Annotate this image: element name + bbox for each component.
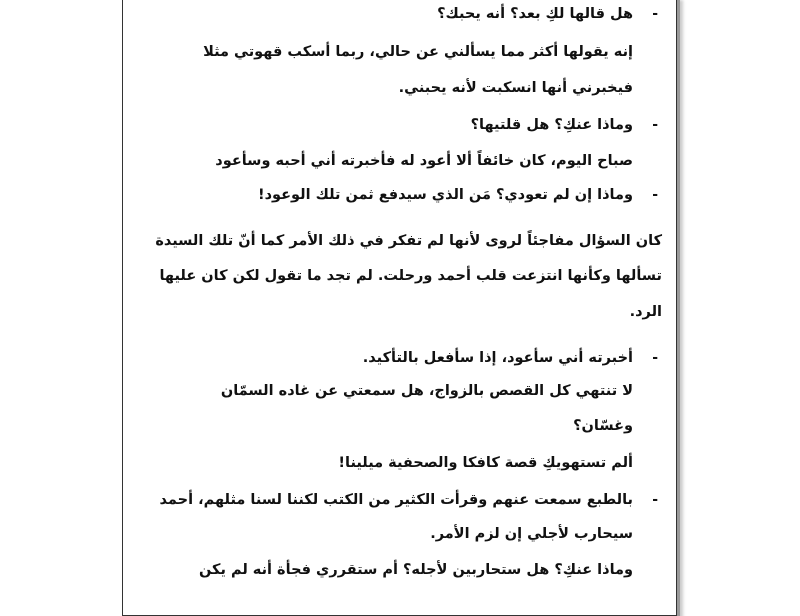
list-dash: - [652,492,658,508]
list-dash: - [652,350,658,366]
narration-line: كان السؤال مفاجئاً لروى لأنها لم تفكر في ذلك الأمر كما أنّ تلك السيدة [155,233,662,249]
dialogue-line: أخبرته أني سأعود، إذا سأفعل بالتأكيد. [362,350,633,366]
dialogue-line: لا تنتهي كل القصص بالزواج، هل سمعتي عن غاده السمّان [220,383,633,399]
dialogue-line: ألم تستهويكِ قصة كافكا والصحفية ميلينا! [338,455,633,471]
dialogue-line: وماذا إن لم تعودي؟ مَن الذي سيدفع ثمن تلك الوعود! [258,187,633,203]
narration-line: تسألها وكأنها انتزعت قلب أحمد ورحلت. لم تجد ما تقول لكن كان عليها [159,268,662,284]
list-dash: - [652,117,658,133]
narration-line: الرد. [629,304,662,320]
dialogue-line: سيحارب لأجلي إن لزم الأمر. [430,526,633,542]
dialogue-line: وماذا عنكِ؟ هل قلتيها؟ [470,117,633,133]
dialogue-line: هل قالها لكِ بعد؟ أنه يحبك؟ [437,6,633,22]
list-dash: - [652,6,658,22]
dialogue-line: إنه يقولها أكثر مما يسألني عن حالي، ربما أسكب قهوتي مثلا [203,44,633,60]
dialogue-line: وماذا عنكِ؟ هل ستحاربين لأجله؟ أم ستقرري فجأة أنه لم يكن [198,562,633,578]
dialogue-line: وغسّان؟ [573,418,633,434]
list-dash: - [652,187,658,203]
dialogue-line: بالطبع سمعت عنهم وقرأت الكثير من الكتب لكننا لسنا مثلهم، أحمد [159,492,633,508]
dialogue-line: صباح اليوم، كان خائفاً ألا أعود له فأخبرته أني أحبه وسأعود [215,153,633,169]
dialogue-line: فيخبرني أنها انسكبت لأنه يحبني. [398,80,633,96]
